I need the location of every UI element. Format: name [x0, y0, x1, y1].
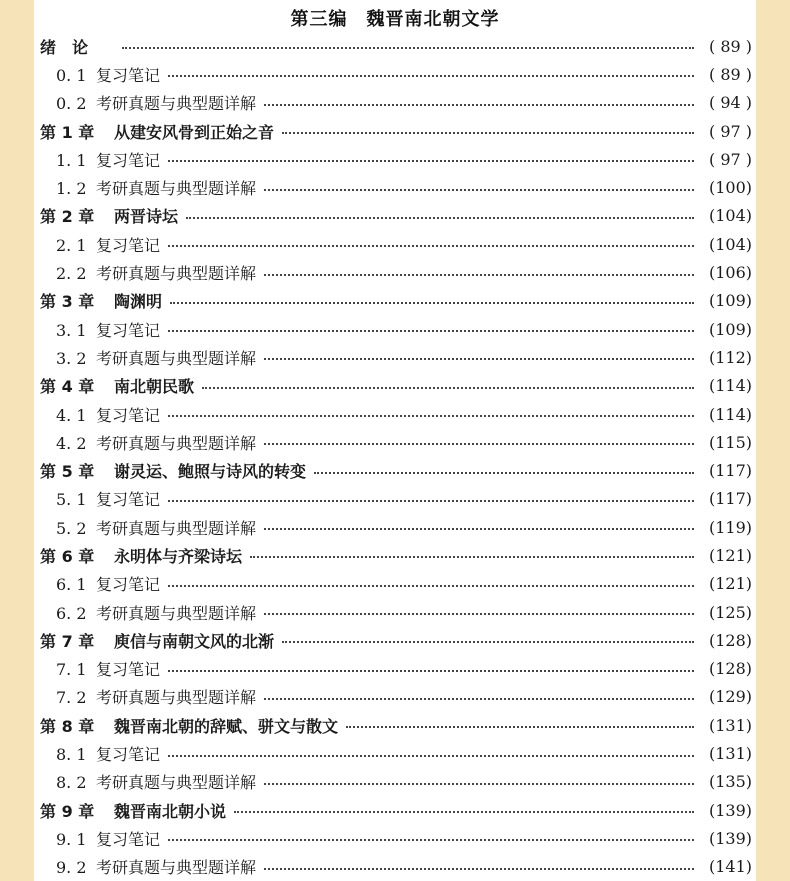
dot-leader [282, 641, 694, 643]
toc-entry-number: 1. 2 [56, 179, 87, 199]
toc-entry-heading [34, 346, 256, 369]
toc-entry-number: 第 6 章 [40, 546, 95, 566]
toc-section-row[interactable] [34, 343, 756, 371]
toc-section-row[interactable] [34, 853, 756, 881]
toc-entry-number: 6. 1 [56, 575, 87, 595]
dot-leader [168, 755, 694, 757]
dot-leader [170, 302, 694, 304]
dot-leader [168, 585, 694, 587]
dot-leader [168, 75, 694, 77]
toc-entry-heading [34, 318, 160, 341]
toc-entry-title: 复习笔记 [96, 405, 161, 425]
dot-leader [250, 556, 694, 558]
toc-page-number: (121) [708, 574, 752, 594]
toc-page-number: ( 89 ) [708, 64, 752, 84]
toc-entry-title: 魏晋南北朝的辞赋、骈文与散文 [114, 716, 339, 736]
toc-entry-number: 6. 2 [56, 603, 87, 623]
dot-leader [168, 670, 694, 672]
toc-entry-number: 2. 2 [56, 264, 87, 284]
toc-entry-heading [34, 374, 194, 397]
toc-entry-heading [34, 544, 242, 567]
dot-leader [168, 245, 694, 247]
toc-page-number: (139) [708, 828, 752, 848]
dot-leader [202, 387, 694, 389]
toc-entry-heading [34, 204, 178, 227]
toc-entry-number: 4. 2 [56, 433, 87, 453]
toc-section-row[interactable] [34, 89, 756, 117]
toc-page-number: (112) [708, 347, 752, 367]
toc-page-number: (109) [708, 291, 752, 311]
toc-entry-heading [34, 120, 274, 143]
toc-entry-title: 考研真题与典型题详解 [96, 858, 257, 878]
toc-page-number: (125) [708, 602, 752, 622]
toc-chapter-row[interactable] [34, 626, 756, 654]
toc-section-row[interactable] [34, 739, 756, 767]
dot-leader [264, 528, 694, 530]
toc-page-number: (104) [708, 234, 752, 254]
toc-entry-heading [34, 855, 256, 878]
toc-entry-title: 谢灵运、鲍照与诗风的转变 [114, 462, 307, 482]
toc-entry-number: 第 1 章 [40, 122, 95, 142]
toc-page-number: (139) [708, 800, 752, 820]
toc-entry-heading [34, 176, 256, 199]
toc-entry-heading [34, 685, 256, 708]
toc-section-row[interactable] [34, 400, 756, 428]
toc-entry-number: 第 8 章 [40, 716, 95, 736]
toc-entry-heading [34, 629, 274, 652]
dot-leader [186, 217, 694, 219]
toc-entry-heading [34, 487, 160, 510]
toc-entry-number: 9. 1 [56, 829, 87, 849]
toc-entry-heading [34, 516, 256, 539]
toc-chapter-row[interactable] [34, 32, 756, 60]
toc-entry-number: 第 5 章 [40, 462, 95, 482]
toc-entry-title: 复习笔记 [96, 829, 161, 849]
toc-page-number: (114) [708, 376, 752, 396]
toc-page-number: ( 97 ) [708, 121, 752, 141]
toc-entry-title: 考研真题与典型题详解 [96, 433, 257, 453]
toc-entry-title: 永明体与齐梁诗坛 [114, 546, 243, 566]
toc-entry-heading [34, 289, 162, 312]
toc-page-number: (129) [708, 687, 752, 707]
toc-entry-title: 复习笔记 [96, 575, 161, 595]
dot-leader [234, 811, 694, 813]
toc-entry-number: 0. 2 [56, 94, 87, 114]
toc-section-row[interactable] [34, 768, 756, 796]
toc-section-row[interactable] [34, 145, 756, 173]
toc-page-number: (106) [708, 263, 752, 283]
toc-page-number: (119) [708, 517, 752, 537]
toc-entry-number: 第 4 章 [40, 377, 95, 397]
toc-entry-title: 考研真题与典型题详解 [96, 348, 257, 368]
toc-section-row[interactable] [34, 428, 756, 456]
toc-page-number: (141) [708, 857, 752, 877]
toc-entry-heading [34, 827, 160, 850]
toc-page-number: ( 94 ) [708, 93, 752, 113]
toc-entry-heading [34, 742, 160, 765]
toc-section-row[interactable] [34, 258, 756, 286]
toc-entry-title: 陶渊明 [114, 292, 163, 312]
toc-entry-title: 考研真题与典型题详解 [96, 688, 257, 708]
toc-entry-heading [34, 403, 160, 426]
toc-entry-title: 庾信与南朝文风的北渐 [114, 631, 275, 651]
toc-entry-title: 南北朝民歌 [114, 377, 195, 397]
toc-entry-number: 9. 2 [56, 858, 87, 878]
dot-leader [168, 160, 694, 162]
toc-entry-title: 魏晋南北朝小说 [114, 801, 227, 821]
toc-page-number: (109) [708, 319, 752, 339]
toc-page-number: (117) [708, 461, 752, 481]
toc-entry-number: 绪 论 [40, 37, 89, 57]
toc-section-row[interactable] [34, 824, 756, 852]
toc-entry-heading [34, 799, 226, 822]
toc-entry-heading [34, 233, 160, 256]
toc-chapter-row[interactable] [34, 372, 756, 400]
toc-page-number: (121) [708, 545, 752, 565]
toc-page-number: (115) [708, 432, 752, 452]
toc-page-number: (131) [708, 744, 752, 764]
toc-entry-title: 复习笔记 [96, 490, 161, 510]
toc-page-number: (114) [708, 404, 752, 424]
dot-leader [346, 726, 694, 728]
dot-leader [264, 189, 694, 191]
dot-leader [168, 500, 694, 502]
toc-entry-number: 第 7 章 [40, 631, 95, 651]
toc-entry-title: 两晋诗坛 [114, 207, 179, 227]
dot-leader [264, 104, 694, 106]
toc-chapter-row[interactable] [34, 202, 756, 230]
toc-entry-heading [34, 601, 256, 624]
toc-section-row[interactable] [34, 485, 756, 513]
toc-entry-number: 2. 1 [56, 235, 87, 255]
toc-entry-title: 复习笔记 [96, 150, 161, 170]
toc-chapter-row[interactable] [34, 541, 756, 569]
dot-leader [168, 415, 694, 417]
toc-entry-number: 7. 2 [56, 688, 87, 708]
dot-leader [264, 698, 694, 700]
toc-entry-heading [34, 148, 160, 171]
toc-entry-heading [34, 714, 338, 737]
toc-section-row[interactable] [34, 513, 756, 541]
dot-leader [264, 274, 694, 276]
dot-leader [122, 47, 694, 49]
toc-chapter-row[interactable] [34, 796, 756, 824]
toc-page-number: ( 97 ) [708, 149, 752, 169]
toc-entry-number: 1. 1 [56, 150, 87, 170]
toc-entry-number: 第 2 章 [40, 207, 95, 227]
toc-entry-heading [34, 63, 160, 86]
toc-entry-title: 复习笔记 [96, 660, 161, 680]
toc-entry-number: 5. 2 [56, 518, 87, 538]
toc-entry-heading [34, 657, 160, 680]
dot-leader [264, 783, 694, 785]
toc-entry-number: 7. 1 [56, 660, 87, 680]
toc-section-row[interactable] [34, 315, 756, 343]
dot-leader [168, 330, 694, 332]
toc-entry-heading [34, 572, 160, 595]
toc-entry-heading [34, 261, 256, 284]
toc-entry-number: 4. 1 [56, 405, 87, 425]
toc-entry-title: 复习笔记 [96, 745, 161, 765]
toc-entry-title: 考研真题与典型题详解 [96, 179, 257, 199]
dot-leader [264, 358, 694, 360]
dot-leader [168, 839, 694, 841]
toc-entry-number: 5. 1 [56, 490, 87, 510]
toc-entry-heading [34, 431, 256, 454]
toc-entry-title: 复习笔记 [96, 320, 161, 340]
toc-entry-heading [34, 770, 256, 793]
toc-entry-number: 3. 1 [56, 320, 87, 340]
toc-chapter-row[interactable] [34, 117, 756, 145]
toc-entry-heading [34, 35, 114, 58]
toc-page-number: ( 89 ) [708, 36, 752, 56]
toc-page-number: (104) [708, 206, 752, 226]
toc-section-row[interactable] [34, 173, 756, 201]
toc-section-row[interactable] [34, 655, 756, 683]
toc-chapter-row[interactable] [34, 456, 756, 484]
toc-chapter-row[interactable] [34, 287, 756, 315]
dot-leader [314, 472, 694, 474]
toc-entry-title: 考研真题与典型题详解 [96, 264, 257, 284]
toc-entry-number: 8. 1 [56, 745, 87, 765]
toc-page-number: (128) [708, 630, 752, 650]
part-title: 第三编 魏晋南北朝文学 [290, 9, 500, 30]
toc-entry-title: 复习笔记 [96, 65, 161, 85]
toc-page-number: (131) [708, 715, 752, 735]
toc-section-row[interactable] [34, 60, 756, 88]
toc-entry-title: 考研真题与典型题详解 [96, 773, 257, 793]
table-of-contents [34, 32, 756, 881]
toc-entry-heading [34, 459, 306, 482]
toc-section-row[interactable] [34, 598, 756, 626]
toc-entry-number: 第 9 章 [40, 801, 95, 821]
document-page [34, 0, 756, 881]
toc-entry-title: 从建安风骨到正始之音 [114, 122, 275, 142]
toc-entry-title: 考研真题与典型题详解 [96, 518, 257, 538]
toc-page-number: (128) [708, 659, 752, 679]
dot-leader [282, 132, 694, 134]
toc-section-row[interactable] [34, 230, 756, 258]
toc-entry-title: 考研真题与典型题详解 [96, 603, 257, 623]
toc-entry-number: 第 3 章 [40, 292, 95, 312]
dot-leader [264, 868, 694, 870]
toc-page-number: (117) [708, 489, 752, 509]
toc-chapter-row[interactable] [34, 711, 756, 739]
dot-leader [264, 443, 694, 445]
toc-entry-title: 考研真题与典型题详解 [96, 94, 257, 114]
toc-section-row[interactable] [34, 683, 756, 711]
toc-section-row[interactable] [34, 570, 756, 598]
toc-entry-title: 复习笔记 [96, 235, 161, 255]
toc-entry-heading [34, 91, 256, 114]
toc-page-number: (135) [708, 772, 752, 792]
toc-entry-number: 3. 2 [56, 348, 87, 368]
toc-page-number: (100) [708, 178, 752, 198]
toc-entry-number: 8. 2 [56, 773, 87, 793]
dot-leader [264, 613, 694, 615]
toc-entry-number: 0. 1 [56, 65, 87, 85]
